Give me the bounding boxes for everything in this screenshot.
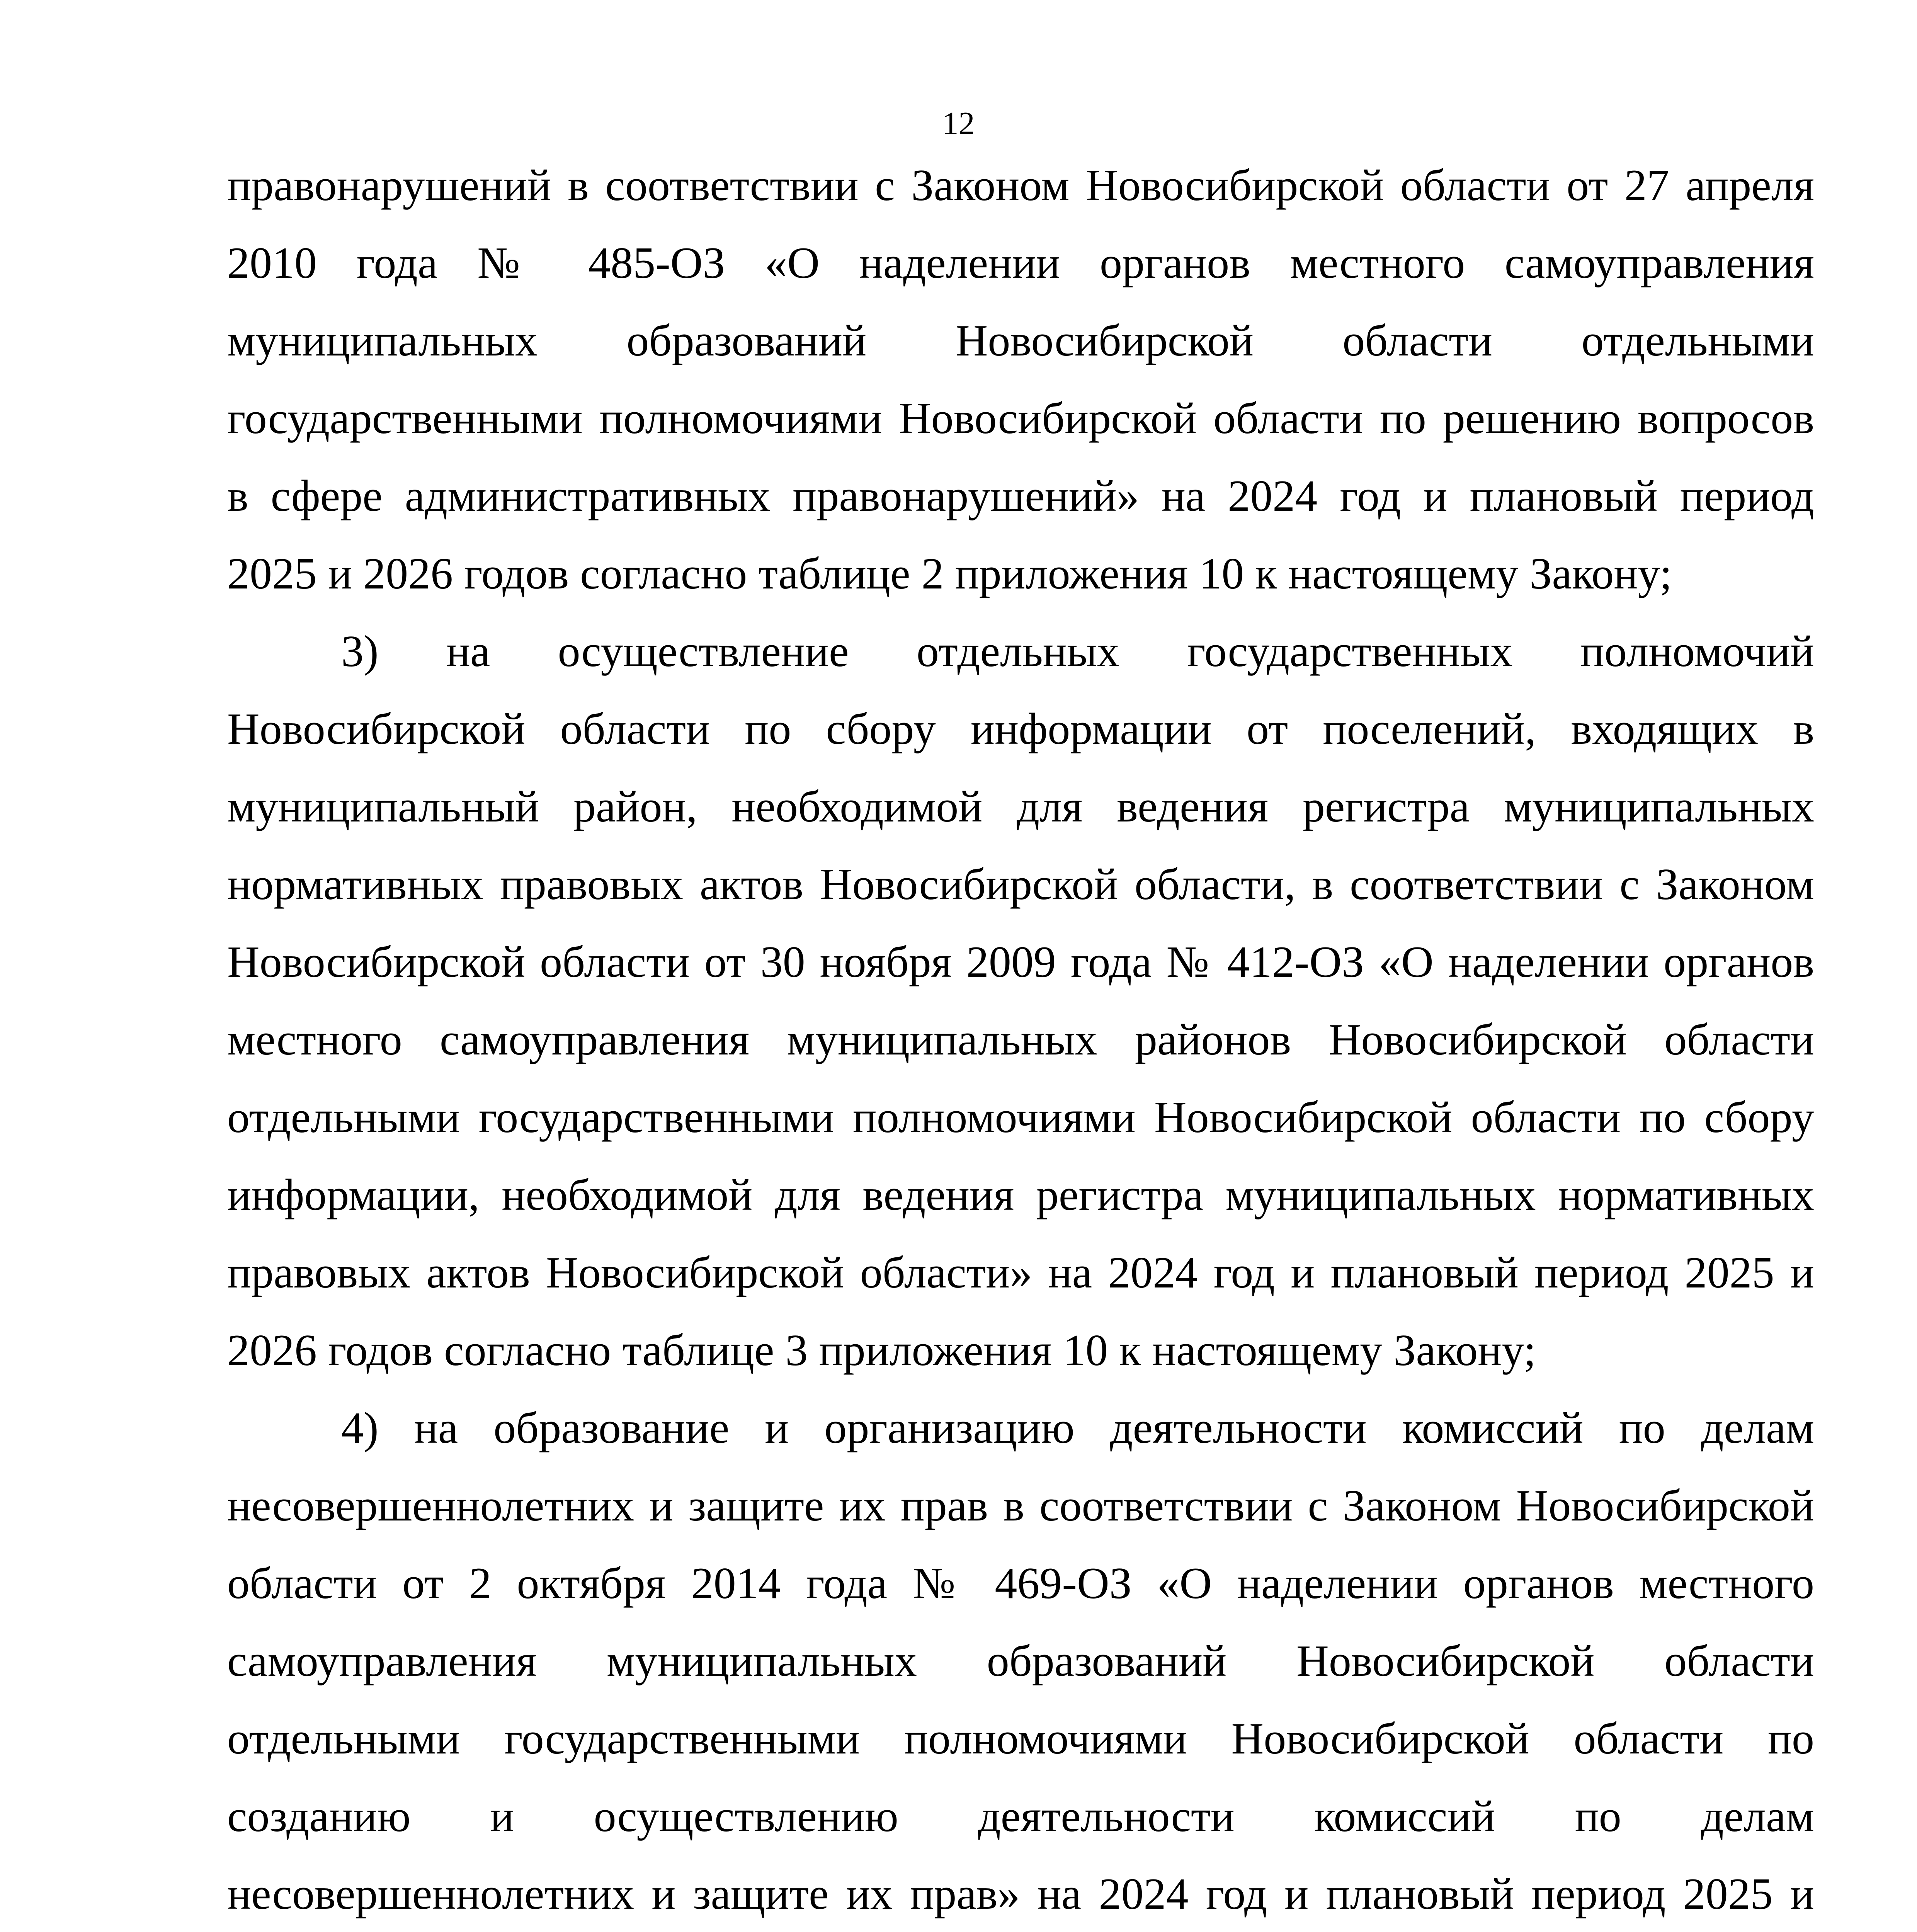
paragraph-item-3: 3) на осуществление отдельных государственных полномочий Новосибирской области по сбору информации от поселений, входящих в муниципальный район, необходимой для ведения регистра муниципальных нормативных правовых актов Новосибирской области, в соответствии с Законом Новосибирской области от 30 ноября 2009 года № 412-ОЗ «О наделении органов местного самоуправления муниципальных районов Новосибирской области отдельными государственными полномочиями Новосибирской области по сбору информации, необходимой для ведения регистра муниципальных нормативных правовых актов Новосибирской области» на 2024 год и плановый период 2025 и 2026 годов согласно таблице 3 приложения 10 к настоящему Закону; <box>227 627 1814 1375</box>
document-body <box>227 147 1814 1932</box>
page-number: 12 <box>942 105 975 141</box>
paragraph-continuation: правонарушений в соответствии с Законом Новосибирской области от 27 апреля 2010 года № 485-ОЗ «О наделении органов местного самоуправления муниципальных образований Новосибирской области отдельными государственными полномочиями Новосибирской области по решению вопросов в сфере административных правонарушений» на 2024 год и плановый период 2025 и 2026 годов согласно таблице 2 приложения 10 к настоящему Закону; <box>227 161 1814 599</box>
paragraph-item-4: 4) на образование и организацию деятельности комиссий по делам несовершеннолетних и защите их прав в соответствии с Законом Новосибирской области от 2 октября 2014 года № 469-ОЗ «О наделении органов местного самоуправления муниципальных образований Новосибирской области отдельными государственными полномочиями Новосибирской области по созданию и осуществлению деятельности комиссий по делам несовершеннолетних и защите их прав» на 2024 год и плановый период 2025 и <box>227 1403 1814 1919</box>
